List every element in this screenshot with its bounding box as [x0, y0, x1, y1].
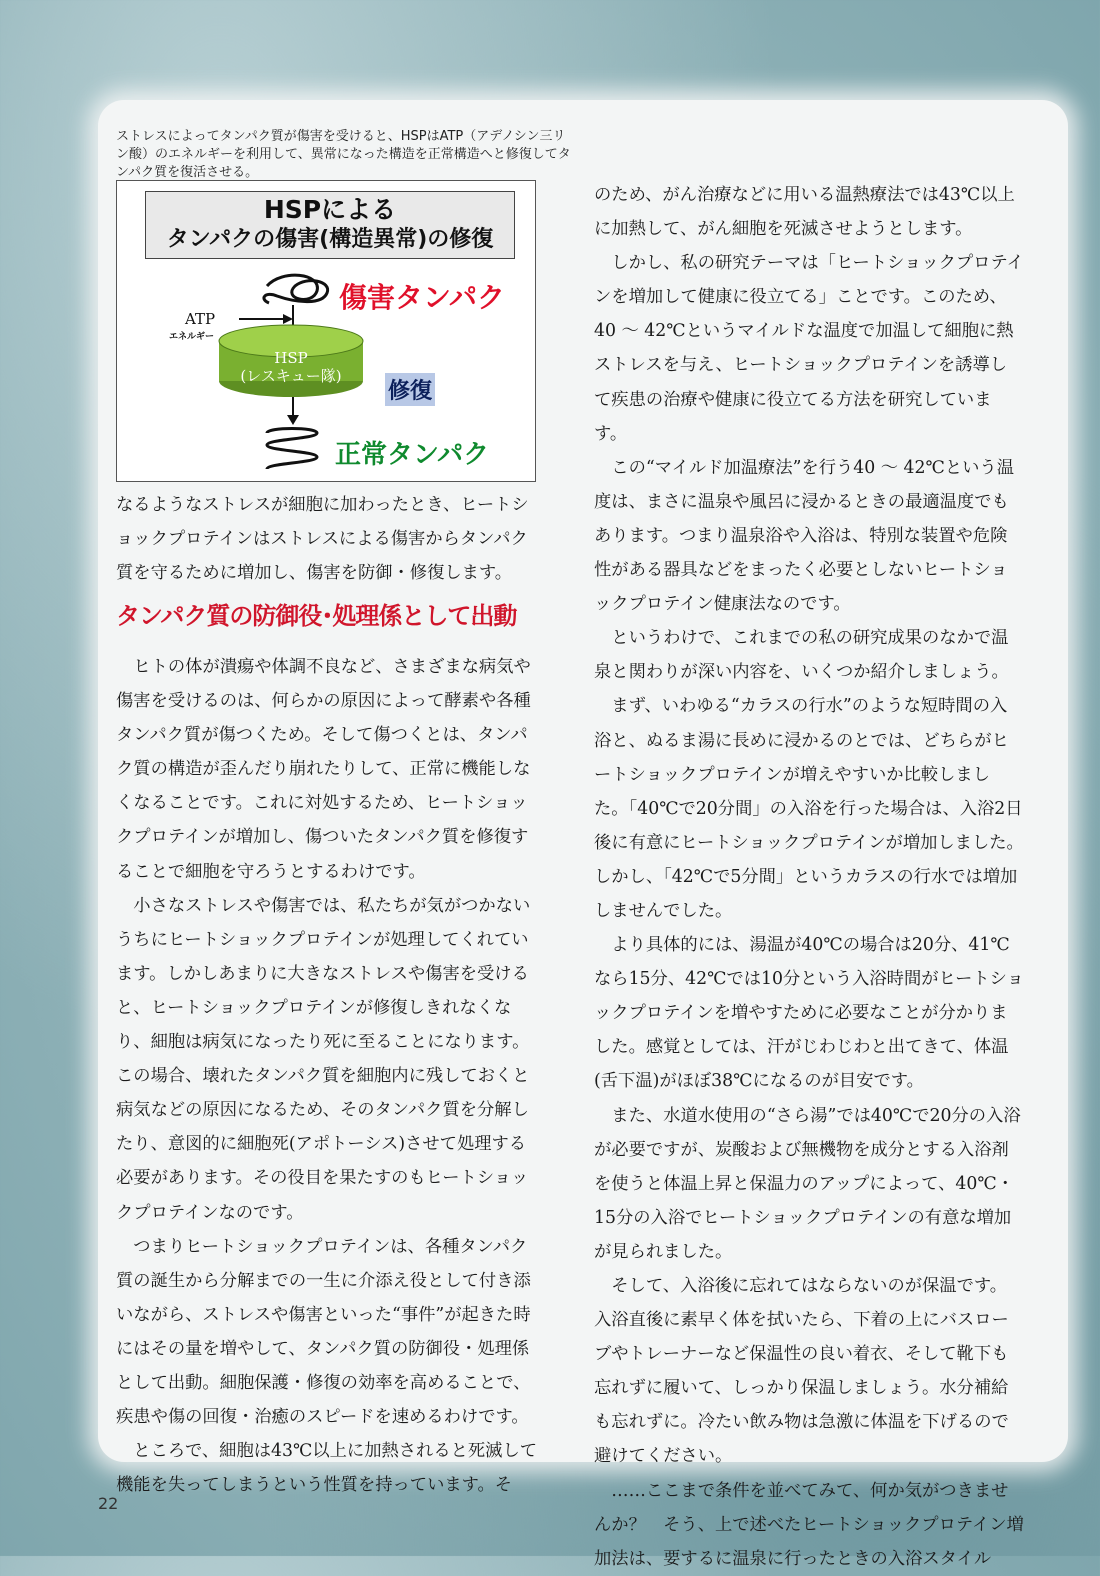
right-paragraph: また、水道水使用の“さら湯”では40℃で20分の入浴が必要ですが、炭酸および無機物を成分とする入浴剤を使うと体温上昇と保温力のアップによって、40℃・15分の入浴でヒートショックプロテインの有意な増加が見られました。 [594, 1105, 1021, 1262]
right-paragraph: まず、いわゆる“カラスの行水”のような短時間の入浴と、ぬるま湯に長めに浸かるのとでは、どちらがヒートショックプロテインが増えやすいか比較しました。「40℃で20分間」の入浴を行った場合は、入浴2日後に有意にヒートショックプロテインが増加しました。しかし、「42℃で5分間」というカラスの行水では増加しませんでした。 [594, 696, 1024, 921]
hsp-label: HSP [274, 349, 308, 367]
figure-title-line2: タンパクの傷害(構造異常)の修復 [166, 227, 494, 252]
energy-label: エネルギー [169, 332, 215, 342]
left-paragraph: ヒトの体が潰瘍や体調不良など、さまざまな病気や傷害を受けるのは、何らかの原因によって酵素や各種タンパク質が傷つくため。そして傷つくとは、タンパク質の構造が歪んだり崩れたりして、正常に機能しなくなることです。これに対処するため、ヒートショックプロテインが増加し、傷ついたタンパク質を修復することで細胞を守ろうとするわけです。 [116, 657, 531, 882]
left-paragraph: 小さなストレスや傷害では、私たちが気がつかないうちにヒートショックプロテインが処理してくれています。しかしあまりに大きなストレスや傷害を受けると、ヒートショックプロテインが修復しきれなくなり、細胞は病気になったり死に至ることになります。この場合、壊れたタンパク質を細胞内に残しておくと病気などの原因になるため、そのタンパク質を分解したり、意図的に細胞死(アポトーシス)させて処理する必要があります。その役目を果たすのもヒートショックプロテインなのです。 [116, 895, 531, 1223]
left-paragraph: つまりヒートショックプロテインは、各種タンパク質の誕生から分解までの一生に介添え役として付き添いながら、ストレスや傷害といった“事件”が起きた時にはその量を増やして、タンパク質の防御役・処理係として出動。細胞保護・修復の効率を高めることで、疾患や傷の回復・治癒のスピードを速めるわけです。 [116, 1236, 531, 1428]
figure-caption: ストレスによってタンパク質が傷害を受けると、HSPはATP（アデノシン三リン酸）のエネルギーを利用して、異常になった構造を正常構造へと修復してタンパク質を復活させる。 [116, 129, 571, 180]
left-intro-text: なるようなストレスが細胞に加わったとき、ヒートショックプロテインはストレスによる傷害からタンパク質を守るために増加し、傷害を防御・修復します。 [116, 495, 529, 584]
figure-title-line1: HSPによる [263, 195, 397, 224]
left-column-body [116, 650, 540, 1502]
right-paragraph: ……ここまで条件を並べてみて、何か気がつきませんか？ そう、上で述べたヒートショックプロテイン増加法は、要するに温泉に行ったときの入浴スタイル [594, 1480, 1024, 1569]
right-paragraph: そして、入浴後に忘れてはならないのが保温です。入浴直後に素早く体を拭いたら、下着の上にバスローブやトレーナーなど保温性の良い着衣、そして靴下も忘れずに履いて、しっかり保温しましょう。水分補給も忘れずに。冷たい飲み物は急激に体温を下げるので避けてください。 [594, 1276, 1009, 1467]
left-paragraph: ところで、細胞は43℃以上に加熱されると死滅して機能を失ってしまうという性質を持っています。そ [116, 1441, 538, 1496]
normal-protein-icon [267, 429, 317, 470]
right-paragraph: より具体的には、湯温が40℃の場合は20分、41℃なら15分、42℃では10分という入浴時間がヒートショックプロテインを増やすために必要なことが分かりました。感覚としては、汗がじわじわと出てきて、体温(舌下温)がほぼ38℃になるのが目安です。 [594, 935, 1024, 1092]
section-heading: タンパク質の防御役･処理係として出動 [116, 602, 517, 630]
atp-label: ATP [185, 310, 216, 328]
right-paragraph: この“マイルド加温療法”を行う40 ～ 42℃という温度は、まさに温泉や風呂に浸かるときの最適温度でもあります。つまり温泉浴や入浴は、特別な装置や危険性がある器具などをまったく必要としないヒートショックプロテイン健康法なのです。 [594, 457, 1014, 615]
damaged-protein-label: 傷害タンパク [339, 281, 506, 314]
rescue-label: (レスキュー隊) [240, 367, 342, 385]
page-number: 22 [98, 1494, 119, 1513]
right-column-body [594, 178, 1024, 1576]
right-paragraph: というわけで、これまでの私の研究成果のなかで温泉と関わりが深い内容を、いくつか紹介しましょう。 [594, 628, 1009, 683]
right-paragraph: しかし、私の研究テーマは「ヒートショックプロテインを増加して健康に役立てる」ことです。このため、40 ～ 42℃というマイルドな温度で加温して細胞に熱ストレスを与え、ヒートショックプロテインを誘導して疾患の治療や健康に役立てる方法を研究しています。 [594, 253, 1024, 444]
damaged-protein-icon [264, 275, 328, 303]
hsp-repair-figure [116, 180, 536, 482]
repair-label: 修復 [385, 373, 435, 406]
normal-protein-label: 正常タンパク [335, 440, 490, 470]
hsp-text [221, 349, 361, 385]
right-continuation: のため、がん治療などに用いる温熱療法では43℃以上に加熱して、がん細胞を死滅させようとします。 [594, 185, 1015, 240]
